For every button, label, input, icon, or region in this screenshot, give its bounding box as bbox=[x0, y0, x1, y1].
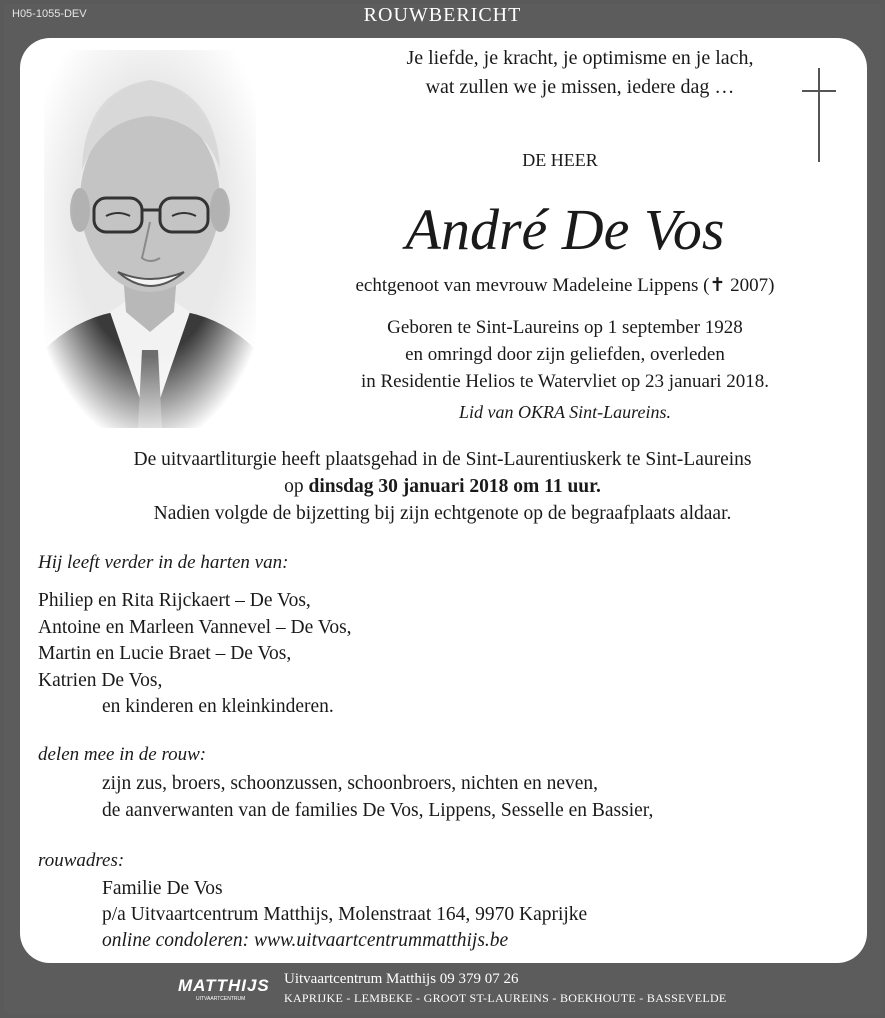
funeral-line-2 bbox=[30, 473, 855, 500]
mourning-label: delen mee in de rouw: bbox=[38, 744, 207, 765]
honorific-title: DE HEER bbox=[522, 150, 598, 170]
born-line-1: Geboren te Sint-Laureins op 1 september 1928 bbox=[387, 317, 743, 338]
address-label: rouwadres: bbox=[38, 850, 125, 871]
quote-line-2: wat zullen we je missen, iedere dag … bbox=[425, 76, 735, 98]
address-line-1: Familie De Vos bbox=[102, 878, 223, 899]
address-line-2: p/a Uitvaartcentrum Matthijs, Molenstraat 164, 9970 Kaprijke bbox=[102, 904, 588, 925]
survivor-name: Martin en Lucie Braet – De Vos, bbox=[38, 643, 292, 664]
survivor-name: Katrien De Vos, bbox=[38, 669, 163, 691]
born-line-3: in Residentie Helios te Watervliet op 23 januari 2018. bbox=[360, 371, 770, 392]
birth-death-details bbox=[300, 314, 830, 395]
deceased-name: André De Vos bbox=[405, 197, 725, 262]
funeral-home-logo: MATTHIJS bbox=[178, 976, 270, 995]
spouse-line: echtgenoot van mevrouw Madeleine Lippens (✝ 2007) bbox=[355, 275, 775, 296]
survivors-label: Hij leeft verder in de harten van: bbox=[38, 552, 289, 573]
quote bbox=[320, 44, 840, 102]
funeral-home-logo-sub: UITVAARTCENTRUM bbox=[196, 996, 246, 1002]
survivor-name: Antoine en Marleen Vannevel – De Vos, bbox=[38, 616, 352, 638]
survivor-name: Philiep en Rita Rijckaert – De Vos, bbox=[38, 590, 311, 611]
membership-line: Lid van OKRA Sint-Laureins. bbox=[458, 402, 671, 422]
survivors-list bbox=[38, 588, 352, 721]
online-condolence-link[interactable]: online condoleren: www.uitvaartcentrummatthijs.be bbox=[102, 930, 509, 951]
funeral-home-contact: Uitvaartcentrum Matthijs 09 379 07 26 bbox=[284, 971, 519, 987]
mourning-line-1: zijn zus, broers, schoonzussen, schoonbroers, nichten en neven, bbox=[102, 773, 599, 794]
survivors-extra: en kinderen en kleinkinderen. bbox=[102, 696, 334, 717]
mourning-list bbox=[102, 770, 653, 824]
funeral-home-towns: KAPRIJKE - LEMBEKE - GROOT ST-LAUREINS - BOEKHOUTE - BASSEVELDE bbox=[284, 991, 727, 1005]
document-code: H05-1055-DEV bbox=[12, 8, 87, 20]
funeral-details bbox=[30, 446, 855, 527]
funeral-line-2-prefix: op bbox=[284, 476, 309, 497]
funeral-line-1: De uitvaartliturgie heeft plaatsgehad in de Sint-Laurentiuskerk te Sint-Laureins bbox=[133, 449, 752, 470]
portrait-photo bbox=[44, 50, 256, 428]
funeral-line-3: Nadien volgde de bijzetting bij zijn echtgenote op de begraafplaats aldaar. bbox=[153, 503, 732, 524]
mourning-line-2: de aanverwanten van de families De Vos, Lippens, Sesselle en Bassier, bbox=[102, 800, 654, 821]
quote-line-1: Je liefde, je kracht, je optimisme en je lach, bbox=[406, 47, 754, 69]
funeral-date: dinsdag 30 januari 2018 om 11 uur. bbox=[308, 476, 601, 497]
header-title: ROUWBERICHT bbox=[363, 4, 522, 26]
portrait-illustration bbox=[44, 50, 256, 428]
born-line-2: en omringd door zijn geliefden, overleden bbox=[405, 344, 725, 365]
address-block bbox=[102, 876, 587, 954]
